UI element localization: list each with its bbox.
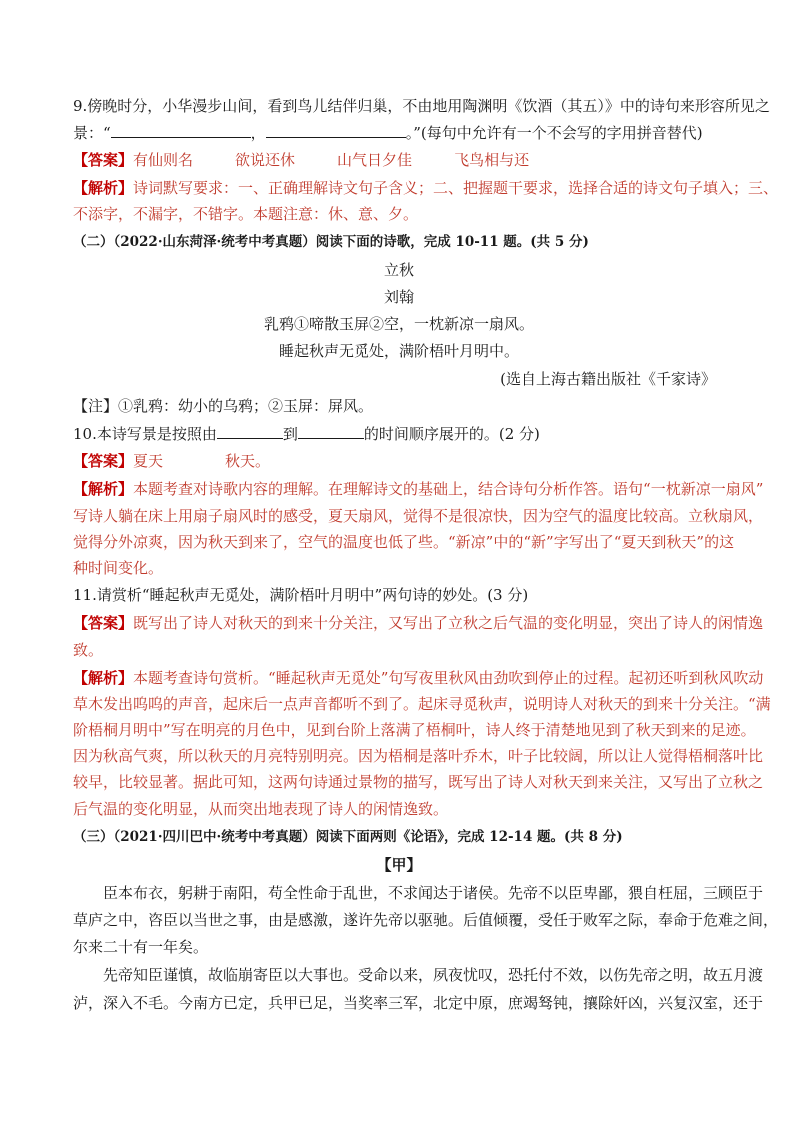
q9-answer-1: 有仙则名: [133, 151, 194, 169]
q11-analysis-text-2: 草木发出呜呜的声音，起床后一点声音都听不到了。起床寻觅秋声，说明诗人对秋天的到来十分关注。: [73, 695, 749, 713]
passage-p1-line3: 尔来二十有一年矣。: [73, 938, 209, 956]
analysis-tag: 【解析】: [73, 480, 134, 498]
q10-analysis-text-3: 觉得分外凉爽，因为秋天到来了，空气的温度也低了些。: [73, 533, 449, 551]
answer-tag: 【答案】: [73, 452, 134, 470]
q9-stem-sep: ，: [250, 124, 266, 142]
passage-p1-line2: 草庐之中，咨臣以当世之事，由是感激，遂许先帝以驱驰。后值倾覆，受任于败军之际，奉命于危难之间，: [73, 911, 779, 929]
part-title-jia: 【甲】: [376, 856, 422, 874]
q11-answer-line1: [73, 613, 764, 633]
q9-stem-line1: 9.傍晚时分，小华漫步山间，看到鸟儿结伴归巢，不由地用陶渊明《饮酒（其五）》中的诗句来形容所见之: [73, 97, 770, 115]
q11-analysis-line5: 较早，比较显著。据此可知，这两句诗通过景物的描写，既写出了诗人对秋天到来关注，又写出了立秋之: [73, 773, 764, 791]
q10-analysis-text-1: 本题考查对诗歌内容的理解。在理解诗文的基础上，结合诗句分析作答。语句: [133, 480, 644, 498]
q9-blank-1[interactable]: [111, 122, 251, 138]
q11-stem: 11.请赏析“睡起秋声无觅处，满阶梧叶月明中”两句诗的妙处。(3 分): [73, 586, 529, 604]
q10-blank-2[interactable]: [298, 423, 364, 439]
q10-stem: [73, 423, 725, 444]
answer-tag: 【答案】: [73, 151, 134, 169]
q10-analysis-text-3b: 中的: [493, 533, 524, 551]
q10-analysis-quote-4: “夏天到秋天”: [613, 533, 705, 551]
q10-answer-line: [73, 451, 725, 471]
q9-analysis-line1: [73, 178, 779, 198]
q9-answer-2: 欲说还休: [235, 151, 296, 169]
q11-analysis-text-1b: 句写夜里秋风由劲吹到停止的过程。起初还听到秋风吹动: [388, 669, 764, 687]
analysis-tag: 【解析】: [73, 179, 134, 197]
q11-analysis-text-3: 写在明亮的月色中，见到台阶上落满了梧桐叶，诗人终于清楚地见到了秋天到来的足迹。: [170, 721, 756, 739]
q11-analysis-quote-3: 阶梧桐月明中”: [73, 721, 171, 739]
q9-answer-line: [73, 150, 725, 170]
q11-analysis-line2: [73, 694, 771, 714]
q9-analysis-line2: 不添字，不漏字，不错字。本题注意：休、意、夕。: [73, 205, 419, 223]
q10-answer-1: 夏天: [133, 452, 164, 470]
q9-blank-2[interactable]: [266, 122, 406, 138]
section-2-heading: （二）（2022·山东菏泽·统考中考真题）阅读下面的诗歌，完成 10-11 题。(共 5 分): [73, 234, 589, 250]
passage-p2-line1: 先帝知臣谨慎，故临崩寄臣以大事也。受命以来，夙夜忧叹，恐托付不效，以伤先帝之明，故五月渡: [103, 966, 764, 984]
poem-line-2: 睡起秋声无觅处，满阶梧叶月明中。: [278, 342, 519, 360]
q11-analysis-line6: 后气温的变化明显，从而突出地表现了诗人的闲情逸致。: [73, 800, 449, 818]
answer-tag: 【答案】: [73, 614, 134, 632]
q9-stem-line2: [73, 122, 725, 143]
q10-stem-mid: 到: [282, 425, 298, 443]
q10-analysis-quote-1: “一枕新凉一扇风”: [643, 480, 764, 498]
q11-analysis-text-1: 本题考查诗句赏析。: [133, 669, 269, 687]
q11-answer-line2: 致。: [73, 641, 104, 659]
poem-line-1: 乳鸦①啼散玉屏②空，一枕新凉一扇风。: [263, 315, 534, 333]
poem-author: 刘翰: [383, 288, 414, 306]
q10-analysis-quote-2: “新凉”: [448, 533, 494, 551]
q11-analysis-line1: [73, 668, 764, 688]
passage-p2-line2: 泸，深入不毛。今南方已定，兵甲已足，当奖率三军，北定中原，庶竭驽钝，攘除奸凶，兴复汉室，还于: [73, 994, 764, 1012]
q10-analysis-line3: [73, 532, 735, 552]
q10-analysis-text-3d: 的这: [704, 533, 735, 551]
passage-p1-line1: 臣本布衣，躬耕于南阳，苟全性命于乱世，不求闻达于诸侯。先帝不以臣卑鄙，猥自枉屈，三顾臣于: [103, 884, 764, 902]
q10-analysis-text-3c: 字写出了: [553, 533, 614, 551]
q10-analysis-line1: [73, 479, 764, 499]
q11-analysis-quote-2: “满: [748, 695, 771, 713]
q10-answer-2: 秋天。: [225, 452, 271, 470]
q10-blank-1[interactable]: [217, 423, 283, 439]
q9-stem-pre: 景：“: [73, 124, 111, 142]
section-3-heading: （三）（2021·四川巴中·统考中考真题）阅读下面两则《论语》，完成 12-14 题。(共 8 分): [73, 829, 623, 845]
q9-stem-post: 。”(每句中允许有一个不会写的字用拼音替代): [405, 124, 703, 142]
q9-analysis-text-1: 诗词默写要求：一、正确理解诗文句子含义；二、把握题干要求，选择合适的诗文句子填入；三、: [133, 179, 779, 197]
q10-analysis-quote-3: “新”: [523, 533, 554, 551]
poem-note: 【注】①乳鸦：幼小的乌鸦；②玉屏：屏风。: [73, 397, 374, 415]
q11-analysis-quote-1: “睡起秋声无觅处”: [268, 669, 389, 687]
q9-answer-3: 山气日夕佳: [337, 151, 413, 169]
q11-analysis-line4: 因为秋高气爽，所以秋天的月亮特别明亮。因为梧桐是落叶乔木，叶子比较阔，所以让人觉得梧桐落叶比: [73, 747, 764, 765]
q10-stem-pre: 10.本诗写景是按照由: [73, 425, 217, 443]
poem-source: (选自上海古籍出版社《千家诗》: [500, 370, 716, 388]
q11-answer-text-1: 既写出了诗人对秋天的到来十分关注，又写出了立秋之后气温的变化明显，突出了诗人的闲情逸: [133, 614, 764, 632]
q10-analysis-line2: 写诗人躺在床上用扇子扇风时的感受，夏天扇风，觉得不是很凉快，因为空气的温度比较高。立秋扇风，: [73, 507, 764, 525]
poem-title: 立秋: [383, 261, 414, 279]
q9-answer-4: 飞鸟相与还: [454, 151, 530, 169]
q10-stem-post: 的时间顺序展开的。(2 分): [363, 425, 540, 443]
analysis-tag: 【解析】: [73, 669, 134, 687]
q11-analysis-line3: [73, 720, 756, 740]
q10-analysis-line4: 种时间变化。: [73, 559, 164, 577]
